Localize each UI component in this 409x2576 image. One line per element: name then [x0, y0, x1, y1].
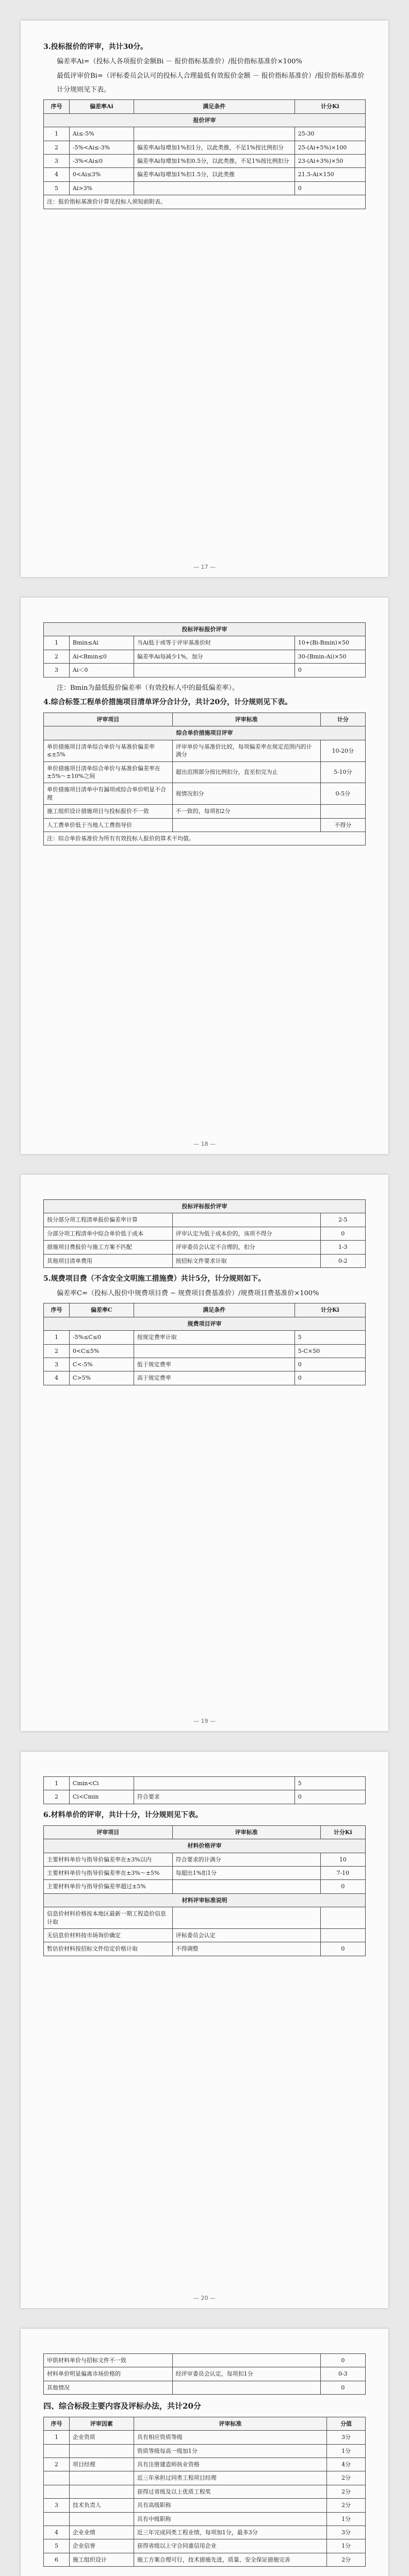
table-cell: 0: [295, 1371, 365, 1385]
table-cell: 0: [320, 1880, 365, 1893]
table-header: 计分Ki: [295, 100, 365, 113]
table-cell: 无信息价材料按市场询价确定: [44, 1929, 173, 1942]
table-row: [44, 1942, 366, 1956]
table-cell: [134, 1344, 295, 1358]
table-cell: 5: [295, 1777, 365, 1790]
table-cell: 25-(Ai+5%)×100: [295, 141, 365, 154]
table-row: [44, 168, 366, 181]
table-cell: 3: [44, 154, 70, 167]
table-row: [44, 2431, 366, 2444]
table-row: [44, 1777, 366, 1790]
table-cell: 不一致的，每项扣2分: [172, 805, 320, 818]
table-cell: Ci<Cmin: [69, 1790, 134, 1804]
table-cell: 信息价材料价格按本地区最新一期工程造价信息计取: [44, 1907, 173, 1929]
table-cell: 2: [44, 1344, 70, 1358]
table-subheader: 投标评标报价评审: [44, 1200, 366, 1213]
table-cell: 5-10分: [320, 761, 365, 783]
table-header: 评审标准: [172, 1825, 320, 1839]
table-cell: 1: [44, 1331, 70, 1344]
table-cell: 23-(Ai+3%)×50: [295, 154, 365, 167]
table-cell: 视情况扣分: [172, 783, 320, 805]
table-cell: 4: [44, 168, 70, 181]
paragraph: 偏差率C=（投标人报价中规费项目费 − 规费项目费基准价）/规费项目费基准价×100%: [57, 1290, 319, 1298]
table-row: [44, 783, 366, 805]
table-cell: 其他情况: [44, 2381, 173, 2394]
table-cell: 人工费单价低于当地人工费指导价: [44, 818, 173, 832]
table-header: 满足条件: [134, 100, 295, 113]
page-number: — 19 —: [193, 1717, 216, 1724]
table-cell: 暂估价材料按招标文件给定价格计取: [44, 1942, 173, 1956]
table-cell: 施工方案合理可行，技术措施先进，质量、安全保证措施完善: [134, 2553, 326, 2566]
table-row: [44, 2539, 366, 2553]
table-cell: 低于规定费率: [134, 1358, 295, 1371]
scoring-table: [43, 2417, 366, 2567]
table-cell: 材料单价明显偏离市场价格的: [44, 2367, 173, 2381]
page-number: — 20 —: [193, 2294, 216, 2301]
table-cell: 评标委员会认定: [172, 1929, 320, 1942]
table-cell: 30-(Bmin-Ai)×50: [295, 650, 365, 663]
table-cell: [320, 1907, 365, 1929]
table-cell: [172, 2354, 320, 2367]
table-cell: 符合要求: [134, 1790, 295, 1804]
table-cell: 分部分项工程清单中综合单价低于成本: [44, 1227, 173, 1240]
table-cell: 5: [295, 1331, 365, 1344]
table-cell: 0: [295, 181, 365, 195]
table-cell: Ai<Bmin≤0: [69, 650, 134, 663]
table-header: 偏差率Ai: [69, 100, 134, 113]
table-row: [44, 1331, 366, 1344]
table-cell: 偏差率Ai每减少1%，加分: [134, 650, 295, 663]
scoring-table: [43, 1776, 366, 1804]
table-row: [44, 2367, 366, 2381]
table-row: [44, 805, 366, 818]
scoring-table: [43, 713, 366, 845]
table-cell: 近三年完成同类工程业绩，每项加1分，最多3分: [134, 2526, 326, 2539]
table-cell: [69, 2512, 134, 2526]
table-cell: 偏差率Ai每增加1%扣1分，以此类推，不足1%按比例扣分: [134, 141, 295, 154]
table-row: [44, 2354, 366, 2367]
table-row: [44, 2512, 366, 2526]
table-cell: 0: [320, 2381, 365, 2394]
table-cell: 施工组织设计: [69, 2553, 134, 2566]
table-cell: 0<Ai≤3%: [69, 168, 134, 181]
table-row: [44, 141, 366, 154]
table-cell: 技术负责人: [69, 2499, 134, 2512]
table-subheader: 规费项目评审: [44, 1317, 366, 1330]
table-cell: 0: [295, 1790, 365, 1804]
table-row: [44, 1358, 366, 1371]
page-5: [21, 2329, 388, 2576]
table-cell: 超出范围部分按比例扣分，直至扣完为止: [172, 761, 320, 783]
table-row: [44, 636, 366, 650]
table-cell: 4: [44, 1371, 70, 1385]
table-row: [44, 2444, 366, 2458]
table-row: [44, 1853, 366, 1866]
table-cell: 2: [44, 1790, 70, 1804]
table-cell: 21.5-Ai×150: [295, 168, 365, 181]
table-cell: 1-3: [320, 1241, 365, 1254]
table-row: [44, 2458, 366, 2471]
paragraph: 计分规则见下表。: [57, 86, 111, 94]
table-cell: 5-C×50: [295, 1344, 365, 1358]
table-cell: 甲供材料单价与招标文件不一致: [44, 2354, 173, 2367]
table-cell: 经评审委员会认定，每项扣1分: [172, 2367, 320, 2381]
table-cell: 单价措施项目清单综合单价与基准价偏差率≤±5%: [44, 740, 173, 761]
table-header: 偏差率C: [69, 1303, 134, 1317]
table-cell: [172, 2381, 320, 2394]
table-cell: C>5%: [69, 1371, 134, 1385]
table-cell: 不得调整: [172, 1942, 320, 1956]
table-header: 评审项目: [44, 713, 173, 726]
table-cell: 4分: [327, 2458, 366, 2471]
table-row: [44, 1929, 366, 1942]
table-cell: 近三年承担过同类工程项目经理: [134, 2471, 326, 2485]
table-cell: 3分: [327, 2526, 366, 2539]
table-cell: 2: [44, 141, 70, 154]
table-subheader: 投标评标报价评审: [44, 623, 366, 636]
table-header: 满足条件: [134, 1303, 295, 1317]
table-cell: 按规定费率计取: [134, 1331, 295, 1344]
table-cell: [320, 1929, 365, 1942]
table-header: 评审项目: [44, 1825, 173, 1839]
table-cell: [69, 2444, 134, 2458]
table-note: 注：Bmin为最低报价偏差率（有效投标人中的最低偏差率）。: [57, 684, 239, 692]
table-subheader: 材料评审标准说明: [44, 1893, 366, 1907]
table-cell: 施工组织设计措施项目与投标报价不一致: [44, 805, 173, 818]
table-cell: -5%<Ai≤-3%: [69, 141, 134, 154]
table-cell: 0-5分: [320, 783, 365, 805]
table-cell: 不得分: [320, 818, 365, 832]
table-cell: Ai≤-5%: [69, 127, 134, 141]
table-row: [44, 2471, 366, 2485]
table-cell: 按分部分项工程清单报价偏差率计算: [44, 1213, 173, 1227]
table-cell: 2: [44, 650, 70, 663]
section-title: 5.规费项目费（不含安全文明施工措施费）共计5分，计分规则如下。: [43, 1274, 266, 1283]
scoring-table: [43, 1303, 366, 1385]
table-row: [44, 1241, 366, 1254]
table-cell: 0-2: [320, 1254, 365, 1267]
table-cell: 2分: [327, 2485, 366, 2498]
table-cell: [44, 2444, 70, 2458]
section-title: 3.投标报价的评审，共计30分。: [43, 43, 148, 51]
table-cell: [172, 1880, 320, 1893]
table-row: [44, 1907, 366, 1929]
table-subheader: 材料价格评审: [44, 1839, 366, 1853]
table-cell: 每超出1%扣1分: [172, 1867, 320, 1880]
page-3: [21, 1175, 388, 1731]
table-cell: 具有注册建造师执业资格: [134, 2458, 326, 2471]
table-cell: 偏差率Ai每增加1%扣1.5分，以此类推: [134, 168, 295, 181]
table-header: 评审标准: [172, 713, 320, 726]
section-title: 6.材料单价的评审，共计十分，计分规则见下表。: [43, 1810, 203, 1819]
scoring-table: [43, 622, 366, 677]
table-cell: [69, 2471, 134, 2485]
page-number: — 17 —: [193, 563, 216, 570]
page-2: [21, 598, 388, 1154]
table-cell: [69, 2485, 134, 2498]
scoring-table: [43, 99, 366, 209]
table-cell: 偏差率Ai每增加1%扣0.5分，以此类推，不足1%按比例扣分: [134, 154, 295, 167]
table-row: [44, 1213, 366, 1227]
table-cell: 措施项目费报价与施工方案不匹配: [44, 1241, 173, 1254]
table-cell: 10: [320, 1853, 365, 1866]
table-header: 计分Ki: [295, 1303, 365, 1317]
table-cell: 0-3: [320, 2367, 365, 2381]
table-cell: Cmin<Ci: [69, 1777, 134, 1790]
table-header: 序号: [44, 2417, 70, 2430]
table-cell: 10+(Bi-Bmin)×50: [295, 636, 365, 650]
table-cell: 主要材料单价与指导价偏差率超过±5%: [44, 1880, 173, 1893]
table-cell: 1分: [327, 2512, 366, 2526]
table-cell: 单价措施项目清单综合单价与基准价偏差率在±5%～±10%之间: [44, 761, 173, 783]
table-cell: 高于规定费率: [134, 1371, 295, 1385]
table-cell: 6: [44, 2553, 70, 2566]
table-cell: 具有中级职称: [134, 2512, 326, 2526]
table-cell: Ai＜0: [69, 664, 134, 677]
table-cell: 25-30: [295, 127, 365, 141]
table-row: [44, 761, 366, 783]
paragraph: 最低评审价Bi=（评标委员会认可的投标人合理最低有效报价金额 － 报价指标基准价）/报价指标基准价: [57, 72, 365, 80]
table-header: 序号: [44, 100, 70, 113]
table-cell: 具有相应资质等级: [134, 2431, 326, 2444]
table-cell: 项目经理: [69, 2458, 134, 2471]
table-header: 分值: [327, 2417, 366, 2430]
table-row: [44, 664, 366, 677]
table-row: [44, 650, 366, 663]
table-cell: Ai>3%: [69, 181, 134, 195]
table-cell: 5: [44, 181, 70, 195]
table-cell: 5: [44, 2539, 70, 2553]
table-cell: -3%<Ai≤0: [69, 154, 134, 167]
table-row: [44, 1880, 366, 1893]
table-subheader: 报价评审: [44, 113, 366, 127]
table-cell: 1: [44, 127, 70, 141]
table-cell: 4: [44, 2526, 70, 2539]
table-cell: [134, 1777, 295, 1790]
table-cell: 单价措施项目清单中有漏项或综合单价明显不合理: [44, 783, 173, 805]
table-cell: 2分: [327, 2553, 366, 2566]
table-footnote: 注：综合单价基准价为所有有效投标人报价的算术平均值。: [44, 832, 366, 845]
table-row: [44, 2526, 366, 2539]
table-cell: [44, 2485, 70, 2498]
table-cell: 其他项目清单费用: [44, 1254, 173, 1267]
table-cell: [172, 1907, 320, 1929]
table-cell: 评审单价与基准价比较，每项偏差率在规定范围内的计满分: [172, 740, 320, 761]
section-title: 4.综合标签工程单价措施项目清单评分合计分，共计20分，计分规则见下表。: [43, 698, 292, 706]
table-cell: C<-5%: [69, 1358, 134, 1371]
table-cell: [172, 818, 320, 832]
table-row: [44, 181, 366, 195]
table-cell: [320, 805, 365, 818]
table-cell: 10-20分: [320, 740, 365, 761]
table-row: [44, 1344, 366, 1358]
table-cell: Bmin≤Ai: [69, 636, 134, 650]
table-cell: 主要材料单价与指导价偏差率在±3%以内: [44, 1853, 173, 1866]
table-header: 计分Ki: [320, 1825, 365, 1839]
table-row: [44, 1227, 366, 1240]
table-cell: 1分: [327, 2444, 366, 2458]
table-cell: 符合要求的计满分: [172, 1853, 320, 1866]
table-row: [44, 154, 366, 167]
table-cell: 0: [320, 1942, 365, 1956]
table-cell: 企业资质: [69, 2431, 134, 2444]
scoring-table: [43, 2353, 366, 2395]
table-cell: 0: [295, 1358, 365, 1371]
table-cell: [44, 2512, 70, 2526]
paragraph: 偏差率Ai=（投标人各项报价金额Bi － 报价指标基准价）/报价指标基准价×100%: [57, 58, 302, 66]
table-cell: 获得过省级及以上优质工程奖: [134, 2485, 326, 2498]
table-cell: [44, 2471, 70, 2485]
table-cell: 3: [44, 2499, 70, 2512]
table-cell: 2: [44, 2458, 70, 2471]
table-header: 计分: [320, 713, 365, 726]
table-row: [44, 740, 366, 761]
table-cell: 0: [320, 1227, 365, 1240]
section-heading: 四、综合标段主要内容及评标办法，共计20分: [43, 2401, 201, 2411]
table-row: [44, 127, 366, 141]
table-cell: 3分: [327, 2431, 366, 2444]
table-header: 评审因素: [69, 2417, 134, 2430]
table-cell: [134, 664, 295, 677]
table-row: [44, 2381, 366, 2394]
table-cell: 3: [44, 1358, 70, 1371]
table-row: [44, 2499, 366, 2512]
table-cell: 2分: [327, 2471, 366, 2485]
page-number: — 18 —: [193, 1140, 216, 1147]
table-cell: 企业信誉: [69, 2539, 134, 2553]
table-footnote: 注：报价指标基准价计算见投标人须知前附表。: [44, 195, 366, 209]
table-row: [44, 1867, 366, 1880]
table-cell: -5%≤C≤0: [69, 1331, 134, 1344]
table-header: 评审标准: [134, 2417, 326, 2430]
table-cell: 0: [320, 2354, 365, 2367]
table-cell: [134, 181, 295, 195]
table-cell: 0<C≤5%: [69, 1344, 134, 1358]
table-cell: 1: [44, 636, 70, 650]
table-row: [44, 2553, 366, 2566]
table-cell: 3: [44, 664, 70, 677]
table-cell: 具有高级职称: [134, 2499, 326, 2512]
table-subheader: 综合单价措施项目评审: [44, 726, 366, 740]
table-cell: 2分: [327, 2499, 366, 2512]
table-cell: 2-5: [320, 1213, 365, 1227]
table-cell: 0: [295, 664, 365, 677]
table-row: [44, 2485, 366, 2498]
table-cell: 主要材料单价与指导价偏差率在±3%～±5%: [44, 1867, 173, 1880]
table-cell: 评审认定为低于成本价的，该项不得分: [172, 1227, 320, 1240]
scoring-table: [43, 1199, 366, 1268]
page-1: [21, 21, 388, 577]
table-cell: 1: [44, 2431, 70, 2444]
table-cell: 1: [44, 1777, 70, 1790]
table-row: [44, 818, 366, 832]
table-cell: 企业业绩: [69, 2526, 134, 2539]
table-cell: 7-10: [320, 1867, 365, 1880]
table-cell: 按招标文件要求计取: [172, 1254, 320, 1267]
table-row: [44, 1254, 366, 1267]
scoring-table: [43, 1825, 366, 1956]
table-cell: 获得省级以上守合同重信用企业: [134, 2539, 326, 2553]
table-cell: 资质等级每高一级加1分: [134, 2444, 326, 2458]
table-row: [44, 1371, 366, 1385]
table-cell: [172, 1213, 320, 1227]
page-4: [21, 1752, 388, 2308]
table-cell: [134, 127, 295, 141]
table-cell: 1分: [327, 2539, 366, 2553]
table-header: 序号: [44, 1303, 70, 1317]
table-row: [44, 1790, 366, 1804]
table-cell: 当Ai低于或等于评审基准价时: [134, 636, 295, 650]
table-cell: 评审委员会认定不合理的，扣分: [172, 1241, 320, 1254]
